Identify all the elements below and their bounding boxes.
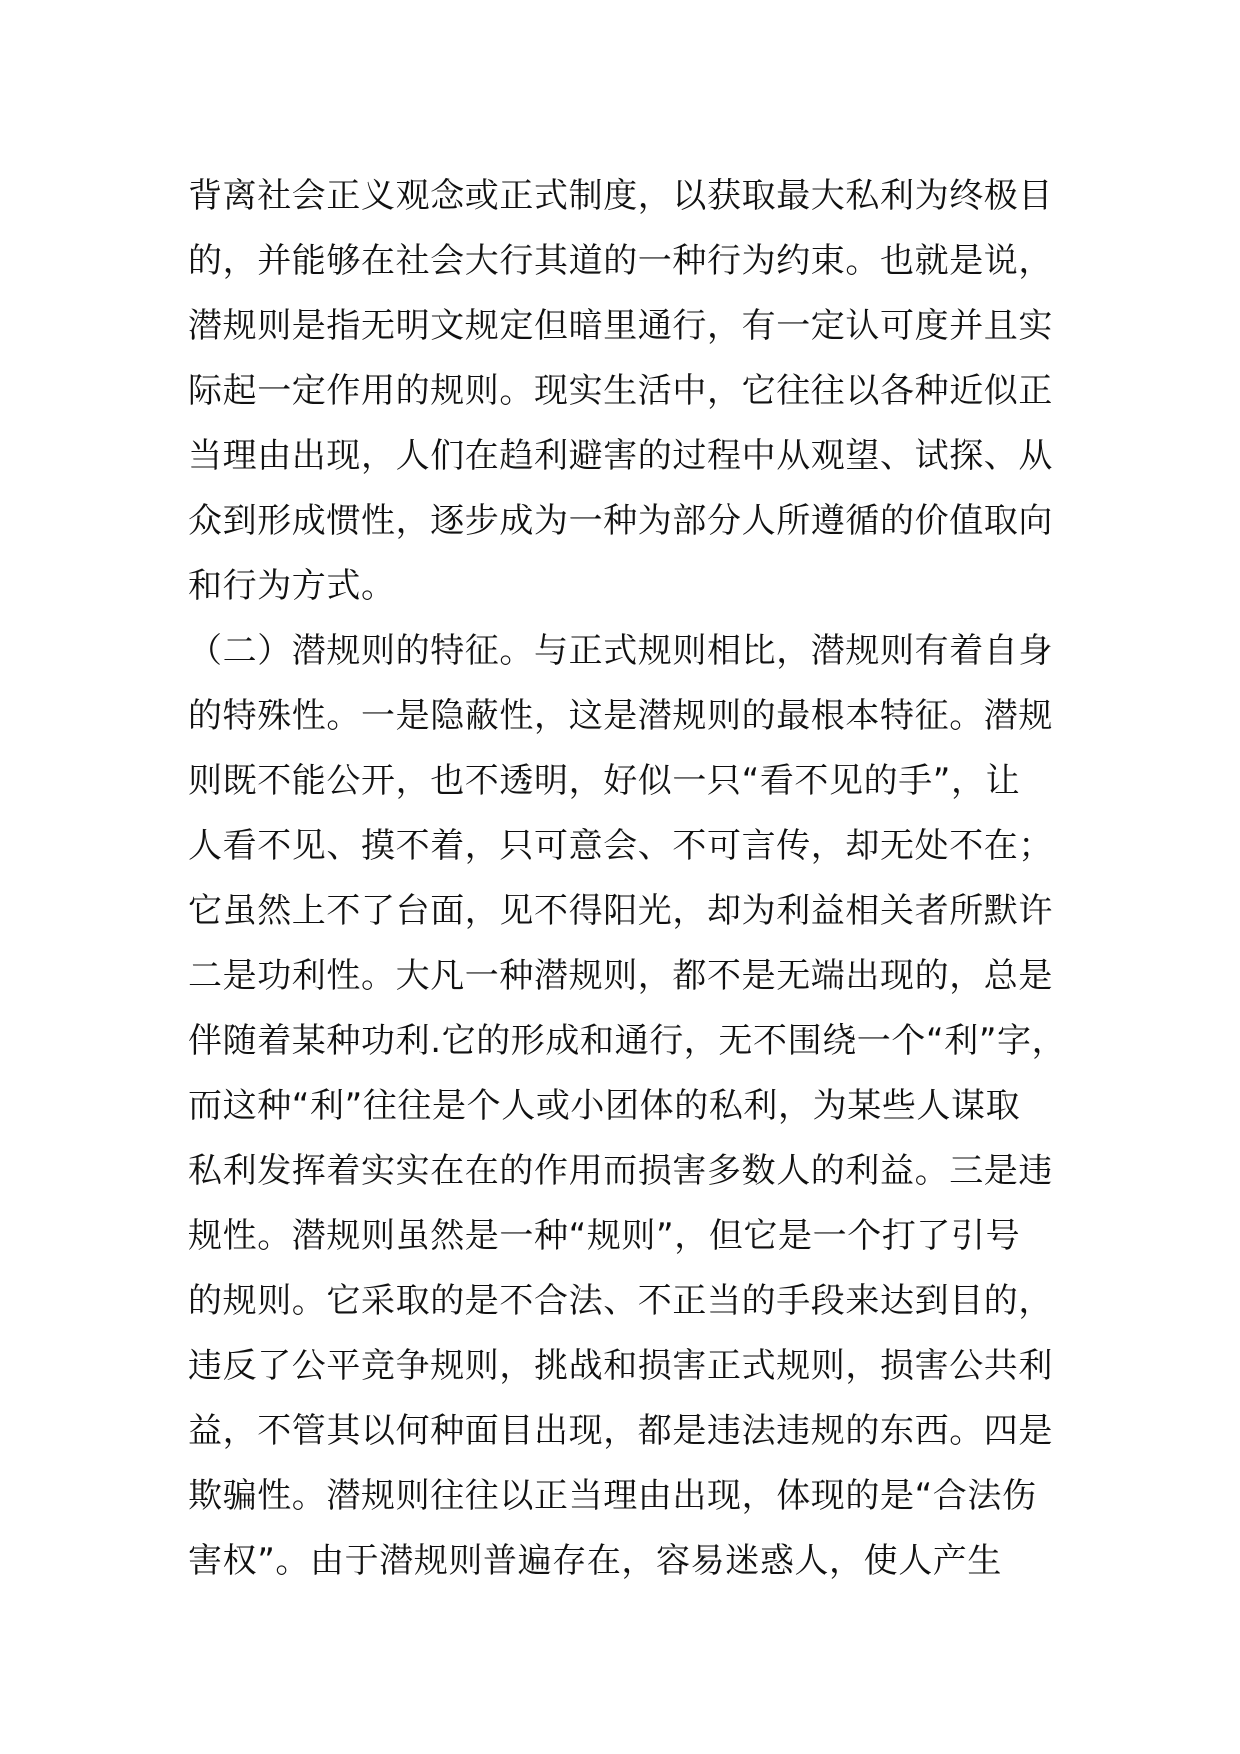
text-line: 欺骗性。潜规则往往以正当理由出现，体现的是“合法伤 <box>188 1476 1037 1516</box>
text-line: 和行为方式。 <box>188 566 396 606</box>
text-line: 二是功利性。大凡一种潜规则，都不是无端出现的，总是 <box>188 956 1053 996</box>
section-heading-line: （二）潜规则的特征。与正式规则相比，潜规则有着自身 <box>188 631 1053 671</box>
text-line: 人看不见、摸不着，只可意会、不可言传，却无处不在； <box>188 826 1053 866</box>
text-line: 它虽然上不了台面，见不得阳光，却为利益相关者所默许 <box>188 891 1053 931</box>
text-line: 的特殊性。一是隐蔽性，这是潜规则的最根本特征。潜规 <box>188 696 1053 736</box>
text-line: 私利发挥着实实在在的作用而损害多数人的利益。三是违 <box>188 1151 1053 1191</box>
text-line: 当理由出现，人们在趋利避害的过程中从观望、试探、从 <box>188 436 1053 476</box>
text-line: 的规则。它采取的是不合法、不正当的手段来达到目的， <box>188 1281 1053 1321</box>
text-line: 的，并能够在社会大行其道的一种行为约束。也就是说， <box>188 241 1053 281</box>
text-line: 际起一定作用的规则。现实生活中，它往往以各种近似正 <box>188 371 1053 411</box>
text-line: 益，不管其以何种面目出现，都是违法违规的东西。四是 <box>188 1411 1053 1451</box>
text-line: 违反了公平竞争规则，挑战和损害正式规则，损害公共利 <box>188 1346 1053 1386</box>
text-line: 则既不能公开，也不透明，好似一只“看不见的手”，让 <box>188 761 1021 801</box>
text-line: 而这种“利”往往是个人或小团体的私利，为某些人谋取 <box>188 1086 1021 1126</box>
text-line: 众到形成惯性，逐步成为一种为部分人所遵循的价值取向 <box>188 501 1053 541</box>
text-line: 背离社会正义观念或正式制度，以获取最大私利为终极目 <box>188 176 1053 216</box>
body-text <box>188 164 1088 1594</box>
text-line: 规性。潜规则虽然是一种“规则”，但它是一个打了引号 <box>188 1216 1021 1256</box>
text-line: 潜规则是指无明文规定但暗里通行，有一定认可度并且实 <box>188 306 1053 346</box>
text-line: 伴随着某种功利.它的形成和通行，无不围绕一个“利”字， <box>188 1021 1067 1061</box>
text-line: 害权”。由于潜规则普遍存在，容易迷惑人，使人产生 <box>188 1541 1003 1581</box>
